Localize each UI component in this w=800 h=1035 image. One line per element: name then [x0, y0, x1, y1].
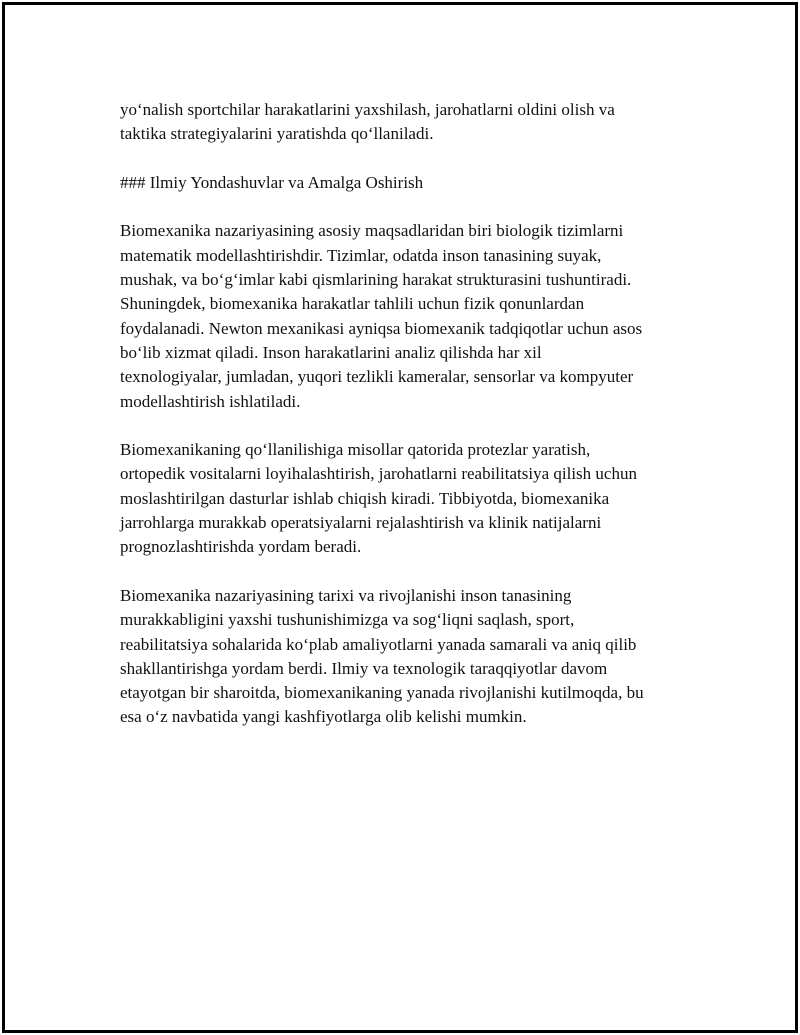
text-line: ortopedik vositalarni loyihalashtirish, jarohatlarni reabilitatsiya qilish uchun [120, 464, 637, 484]
text-line: bo‘lib xizmat qiladi. Inson harakatlarini analiz qilishda har xil [120, 342, 542, 362]
text-line: matematik modellashtirishdir. Tizimlar, odatda inson tanasining suyak, [120, 245, 602, 265]
text-line: reabilitatsiya sohalarida ko‘plab amaliyotlarni yanada samarali va aniq qilib [120, 634, 637, 654]
document-page [2, 2, 798, 1033]
text-line: esa o‘z navbatida yangi kashfiyotlarga olib kelishi mumkin. [120, 707, 527, 727]
text-line: Biomexanika nazariyasining tarixi va rivojlanishi inson tanasining [120, 585, 572, 605]
text-line: Biomexanika nazariyasining asosiy maqsadlaridan biri biologik tizimlarni [120, 221, 624, 241]
text-line: taktika strategiyalarini yaratishda qo‘llaniladi. [120, 124, 434, 144]
text-line: shakllantirishga yordam berdi. Ilmiy va texnologik taraqqiyotlar davom [120, 658, 608, 678]
paragraph-modeling [120, 219, 700, 413]
text-line: Shuningdek, biomexanika harakatlar tahlili uchun fizik qonunlardan [120, 294, 585, 314]
section-heading-text: ### Ilmiy Yondashuvlar va Amalga Oshirish [120, 172, 424, 192]
text-line: Biomexanikaning qo‘llanilishiga misollar qatorida protezlar yaratish, [120, 440, 591, 460]
text-line: etayotgan bir sharoitda, biomexanikaning yanada rivojlanishi kutilmoqda, bu [120, 683, 644, 703]
section-heading [120, 171, 700, 195]
text-line: moslashtirilgan dasturlar ishlab chiqish kiradi. Tibbiyotda, biomexanika [120, 488, 610, 508]
paragraph-conclusion [120, 584, 700, 730]
paragraph-applications [120, 438, 700, 559]
document-body [120, 98, 700, 754]
paragraph-intro-continuation [120, 98, 700, 147]
text-line: jarrohlarga murakkab operatsiyalarni rejalashtirish va klinik natijalarni [120, 513, 602, 533]
text-line: foydalanadi. Newton mexanikasi ayniqsa biomexanik tadqiqotlar uchun asos [120, 318, 643, 338]
text-line: prognozlashtirishda yordam beradi. [120, 537, 362, 557]
text-line: murakkabligini yaxshi tushunishimizga va sog‘liqni saqlash, sport, [120, 610, 575, 630]
text-line: texnologiyalar, jumladan, yuqori tezlikli kameralar, sensorlar va kompyuter [120, 367, 634, 387]
text-line: yo‘nalish sportchilar harakatlarini yaxshilash, jarohatlarni oldini olish va [120, 100, 615, 119]
text-line: mushak, va bo‘g‘imlar kabi qismlarining harakat strukturasini tushuntiradi. [120, 270, 632, 290]
text-line: modellashtirish ishlatiladi. [120, 391, 301, 411]
